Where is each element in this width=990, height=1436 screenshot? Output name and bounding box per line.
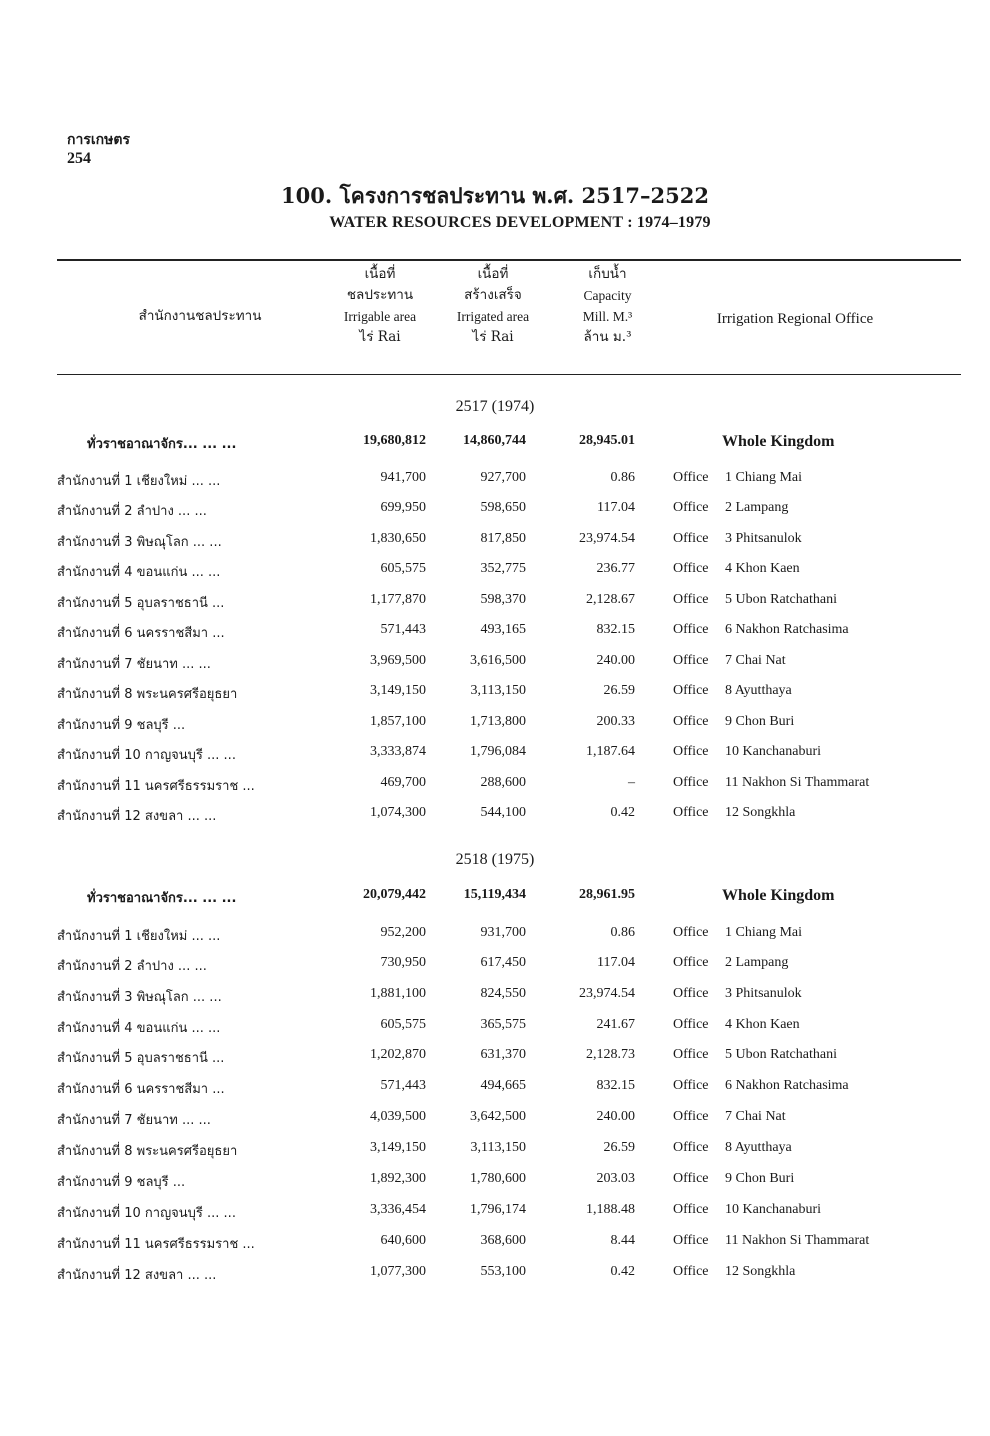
table-row (0, 470, 990, 500)
table-title-english: WATER RESOURCES DEVELOPMENT : 1974–1979 (329, 214, 711, 231)
office-name-english (673, 1264, 795, 1280)
office-name-english (673, 1202, 821, 1218)
capacity-value: – (628, 775, 635, 790)
office-name-english (673, 1140, 792, 1156)
header-capacity-line-1: เก็บน้ำ (588, 266, 627, 282)
office-region: 7 Chai Nat (725, 653, 786, 668)
capacity-value: 0.86 (610, 925, 635, 940)
office-region: 1 Chiang Mai (725, 925, 802, 940)
header-irrigated-area (438, 264, 548, 348)
office-name-english (673, 955, 788, 971)
office-name-english (673, 1171, 794, 1187)
irrigable-value: 640,600 (380, 1233, 426, 1248)
office-word: Office (673, 470, 709, 485)
office-name-english (673, 1017, 800, 1033)
table-row (0, 714, 990, 744)
table-row-total-1975 (0, 887, 990, 917)
office-region: 5 Ubon Ratchathani (725, 592, 837, 607)
irrigable-value: 3,149,150 (370, 1140, 426, 1155)
irrigable-value: 952,200 (380, 925, 426, 940)
office-region: 3 Phitsanulok (725, 531, 802, 546)
header-capacity-line-2: Capacity (583, 288, 632, 303)
office-region: 10 Kanchanaburi (725, 744, 822, 759)
irrigable-value: 605,575 (380, 561, 426, 576)
header-irrigable-line-3: Irrigable area (343, 309, 417, 324)
table-row (0, 1047, 990, 1077)
office-name-thai: สำนักงานที่ 7 ชัยนาท ... ... (57, 657, 211, 672)
irrigable-value: 3,333,874 (370, 744, 426, 759)
irrigable-value: 1,881,100 (370, 986, 426, 1001)
irrigated-value: 3,113,150 (470, 1140, 526, 1155)
office-name-english (673, 1047, 837, 1063)
irrigable-value: 469,700 (380, 775, 426, 790)
irrigated-value: 288,600 (480, 775, 526, 790)
capacity-value: 1,188.48 (586, 1202, 635, 1217)
office-word: Office (673, 955, 709, 970)
table-row (0, 1078, 990, 1108)
header-capacity-line-3: Mill. M.³ (582, 309, 633, 324)
table-row (0, 775, 990, 805)
office-name-thai: สำนักงานที่ 5 อุบลราชธานี ... (57, 1051, 225, 1066)
irrigated-value: 494,665 (480, 1078, 526, 1093)
irrigable-value: 605,575 (380, 1017, 426, 1032)
table-row (0, 653, 990, 683)
page-number: 254 (67, 150, 91, 167)
capacity-value: 117.04 (597, 955, 635, 970)
table-row (0, 1202, 990, 1232)
office-word: Office (673, 925, 709, 940)
irrigable-value: 1,892,300 (370, 1171, 426, 1186)
office-region: 11 Nakhon Si Thammarat (725, 1233, 870, 1248)
office-name-english (673, 714, 794, 730)
office-word: Office (673, 1264, 709, 1279)
office-name-english (673, 561, 800, 577)
office-word: Office (673, 531, 709, 546)
office-word: Office (673, 1109, 709, 1124)
capacity-value: 2,128.67 (586, 592, 635, 607)
irrigated-value: 1,713,800 (470, 714, 526, 729)
table-row (0, 1017, 990, 1047)
capacity-value: 8.44 (610, 1233, 635, 1248)
office-word: Office (673, 500, 709, 515)
capacity-value: 26.59 (603, 683, 635, 698)
office-name-thai: สำนักงานที่ 1 เชียงใหม่ ... ... (57, 929, 221, 944)
office-name-english (673, 653, 786, 669)
office-word: Office (673, 592, 709, 607)
irrigable-value: 1,177,870 (370, 592, 426, 607)
office-name-thai: สำนักงานที่ 7 ชัยนาท ... ... (57, 1113, 211, 1128)
irrigable-value: 941,700 (380, 470, 426, 485)
office-region: 8 Ayutthaya (725, 1140, 792, 1155)
office-name-thai: สำนักงานที่ 5 อุบลราชธานี ... (57, 596, 225, 611)
office-name-thai: สำนักงานที่ 8 พระนครศรีอยุธยา (57, 1144, 238, 1159)
capacity-value: 0.86 (610, 470, 635, 485)
header-capacity-line-4: ล้าน ม.³ (583, 329, 632, 345)
office-name-english (673, 1109, 786, 1125)
table-row (0, 925, 990, 955)
office-name-thai: สำนักงานที่ 12 สงขลา ... ... (57, 1268, 217, 1283)
header-office-english (665, 309, 925, 330)
capacity-value: 240.00 (596, 653, 635, 668)
irrigable-value: 699,950 (380, 500, 426, 515)
irrigated-value: 365,575 (480, 1017, 526, 1032)
header-bottom-rule (57, 374, 961, 375)
office-region: 1 Chiang Mai (725, 470, 802, 485)
table-row (0, 1109, 990, 1139)
header-office-thai (100, 306, 300, 327)
table-title-thai: 100. โครงการชลประทาน พ.ศ. 2517–2522 (281, 183, 709, 208)
capacity-value: 1,187.64 (586, 744, 635, 759)
irrigated-value: 3,113,150 (470, 683, 526, 698)
table-row (0, 955, 990, 985)
irrigated-value: 617,450 (480, 955, 526, 970)
header-irrigated-line-4: ไร่ Rai (472, 329, 514, 345)
office-region: 11 Nakhon Si Thammarat (725, 775, 870, 790)
capacity-value: 240.00 (596, 1109, 635, 1124)
irrigated-value: 631,370 (480, 1047, 526, 1062)
irrigable-value: 4,039,500 (370, 1109, 426, 1124)
capacity-value: 241.67 (596, 1017, 635, 1032)
capacity-value: 236.77 (596, 561, 635, 576)
office-word: Office (673, 1140, 709, 1155)
irrigable-value: 3,969,500 (370, 653, 426, 668)
office-name-thai: สำนักงานที่ 2 ลำปาง ... ... (57, 959, 207, 974)
capacity-value: 117.04 (597, 500, 635, 515)
office-name-thai: สำนักงานที่ 11 นครศรีธรรมราช ... (57, 1237, 255, 1252)
total-capacity: 28,945.01 (579, 433, 635, 448)
capacity-value: 832.15 (596, 1078, 635, 1093)
table-row (0, 1171, 990, 1201)
irrigable-value: 3,336,454 (370, 1202, 426, 1217)
office-region: 9 Chon Buri (725, 714, 795, 729)
office-region: 6 Nakhon Ratchasima (725, 622, 849, 637)
office-name-english (673, 592, 837, 608)
office-region: 4 Khon Kaen (725, 1017, 800, 1032)
office-name-thai: สำนักงานที่ 6 นครราชสีมา ... (57, 626, 225, 641)
header-irrigable-line-4: ไร่ Rai (359, 329, 401, 345)
table-row (0, 561, 990, 591)
table-row-total-1974 (0, 433, 990, 463)
office-name-thai: สำนักงานที่ 4 ขอนแก่น ... ... (57, 565, 221, 580)
capacity-value: 832.15 (596, 622, 635, 637)
header-office-thai-label: สำนักงานชลประทาน (138, 308, 262, 324)
header-irrigable-line-2: ชลประทาน (346, 287, 414, 303)
irrigable-value: 571,443 (380, 622, 426, 637)
total-irrigated: 15,119,434 (463, 887, 526, 902)
office-word: Office (673, 744, 709, 759)
capacity-value: 23,974.54 (579, 531, 635, 546)
table-row (0, 986, 990, 1016)
office-region: 12 Songkhla (725, 805, 796, 820)
office-name-thai: สำนักงานที่ 10 กาญจนบุรี ... ... (57, 1206, 236, 1221)
office-region: 4 Khon Kaen (725, 561, 800, 576)
office-word: Office (673, 1078, 709, 1093)
office-region: 8 Ayutthaya (725, 683, 792, 698)
office-name-thai: สำนักงานที่ 9 ชลบุรี ... (57, 718, 186, 733)
table-row (0, 1264, 990, 1294)
irrigated-value: 3,616,500 (470, 653, 526, 668)
table-row (0, 744, 990, 774)
office-name-thai: สำนักงานที่ 1 เชียงใหม่ ... ... (57, 474, 221, 489)
irrigated-value: 598,370 (480, 592, 526, 607)
irrigable-value: 1,857,100 (370, 714, 426, 729)
table-row (0, 1233, 990, 1263)
table-row (0, 531, 990, 561)
office-region: 2 Lampang (725, 500, 789, 515)
irrigated-value: 931,700 (480, 925, 526, 940)
irrigated-value: 1,780,600 (470, 1171, 526, 1186)
total-label-thai: ทั่วราชอาณาจักร... ... ... (87, 437, 237, 452)
irrigated-value: 368,600 (480, 1233, 526, 1248)
table-row (0, 683, 990, 713)
header-irrigated-line-3: Irrigated area (456, 309, 530, 324)
capacity-value: 23,974.54 (579, 986, 635, 1001)
header-irrigated-line-2: สร้างเสร็จ (464, 287, 522, 303)
office-region: 2 Lampang (725, 955, 789, 970)
office-name-english (673, 470, 802, 486)
office-word: Office (673, 561, 709, 576)
irrigated-value: 352,775 (480, 561, 526, 576)
irrigated-value: 1,796,084 (470, 744, 526, 759)
office-name-thai: สำนักงานที่ 6 นครราชสีมา ... (57, 1082, 225, 1097)
office-name-english (673, 683, 792, 699)
office-word: Office (673, 622, 709, 637)
irrigated-value: 3,642,500 (470, 1109, 526, 1124)
office-word: Office (673, 775, 709, 790)
total-irrigable: 20,079,442 (363, 887, 426, 902)
office-name-english (673, 531, 802, 547)
irrigated-value: 598,650 (480, 500, 526, 515)
irrigated-value: 927,700 (480, 470, 526, 485)
office-word: Office (673, 653, 709, 668)
total-label-thai: ทั่วราชอาณาจักร... ... ... (87, 891, 237, 906)
irrigated-value: 824,550 (480, 986, 526, 1001)
header-irrigable-line-1: เนื้อที่ (364, 266, 396, 282)
office-word: Office (673, 1233, 709, 1248)
total-irrigable: 19,680,812 (363, 433, 426, 448)
total-irrigated: 14,860,744 (463, 433, 526, 448)
capacity-value: 0.42 (610, 1264, 635, 1279)
office-name-thai: สำนักงานที่ 9 ชลบุรี ... (57, 1175, 186, 1190)
office-word: Office (673, 986, 709, 1001)
office-word: Office (673, 1171, 709, 1186)
office-name-thai: สำนักงานที่ 12 สงขลา ... ... (57, 809, 217, 824)
office-region: 9 Chon Buri (725, 1171, 795, 1186)
office-name-english (673, 925, 802, 941)
total-label-english: Whole Kingdom (722, 887, 835, 904)
table-row (0, 500, 990, 530)
office-name-thai: สำนักงานที่ 2 ลำปาง ... ... (57, 504, 207, 519)
office-name-english (673, 986, 802, 1002)
office-name-english (673, 775, 869, 791)
header-office-english-label: Irrigation Regional Office (716, 311, 874, 327)
irrigable-value: 1,077,300 (370, 1264, 426, 1279)
irrigated-value: 544,100 (480, 805, 526, 820)
irrigated-value: 1,796,174 (470, 1202, 526, 1217)
header-irrigable-area (325, 264, 435, 348)
office-region: 5 Ubon Ratchathani (725, 1047, 837, 1062)
capacity-value: 0.42 (610, 805, 635, 820)
office-region: 6 Nakhon Ratchasima (725, 1078, 849, 1093)
capacity-value: 2,128.73 (586, 1047, 635, 1062)
total-label-english: Whole Kingdom (722, 433, 835, 450)
office-word: Office (673, 714, 709, 729)
office-region: 10 Kanchanaburi (725, 1202, 822, 1217)
office-name-english (673, 622, 849, 638)
irrigable-value: 1,830,650 (370, 531, 426, 546)
section-year-1975: 2518 (1975) (455, 851, 535, 868)
table-row (0, 622, 990, 652)
office-name-thai: สำนักงานที่ 4 ขอนแก่น ... ... (57, 1021, 221, 1036)
office-region: 7 Chai Nat (725, 1109, 786, 1124)
capacity-value: 26.59 (603, 1140, 635, 1155)
table-row (0, 1140, 990, 1170)
office-name-english (673, 744, 821, 760)
office-region: 12 Songkhla (725, 1264, 796, 1279)
irrigable-value: 1,074,300 (370, 805, 426, 820)
irrigable-value: 3,149,150 (370, 683, 426, 698)
header-irrigated-line-1: เนื้อที่ (477, 266, 509, 282)
capacity-value: 200.33 (596, 714, 635, 729)
running-head-category: การเกษตร (67, 132, 130, 148)
office-word: Office (673, 1047, 709, 1062)
header-top-rule (57, 259, 961, 261)
office-word: Office (673, 805, 709, 820)
office-name-thai: สำนักงานที่ 10 กาญจนบุรี ... ... (57, 748, 236, 763)
office-name-english (673, 805, 795, 821)
irrigable-value: 1,202,870 (370, 1047, 426, 1062)
irrigable-value: 730,950 (380, 955, 426, 970)
table-row (0, 592, 990, 622)
office-name-thai: สำนักงานที่ 3 พิษณุโลก ... ... (57, 535, 222, 550)
office-name-thai: สำนักงานที่ 11 นครศรีธรรมราช ... (57, 779, 255, 794)
office-name-english (673, 1078, 849, 1094)
capacity-value: 203.03 (596, 1171, 635, 1186)
office-word: Office (673, 683, 709, 698)
irrigable-value: 571,443 (380, 1078, 426, 1093)
office-name-english (673, 500, 788, 516)
section-year-1974: 2517 (1974) (455, 398, 535, 415)
office-name-thai: สำนักงานที่ 8 พระนครศรีอยุธยา (57, 687, 238, 702)
total-capacity: 28,961.95 (579, 887, 635, 902)
office-name-english (673, 1233, 869, 1249)
office-word: Office (673, 1017, 709, 1032)
irrigated-value: 817,850 (480, 531, 526, 546)
office-region: 3 Phitsanulok (725, 986, 802, 1001)
irrigated-value: 553,100 (480, 1264, 526, 1279)
table-row (0, 805, 990, 835)
header-capacity (555, 264, 660, 348)
office-name-thai: สำนักงานที่ 3 พิษณุโลก ... ... (57, 990, 222, 1005)
office-word: Office (673, 1202, 709, 1217)
irrigated-value: 493,165 (480, 622, 526, 637)
